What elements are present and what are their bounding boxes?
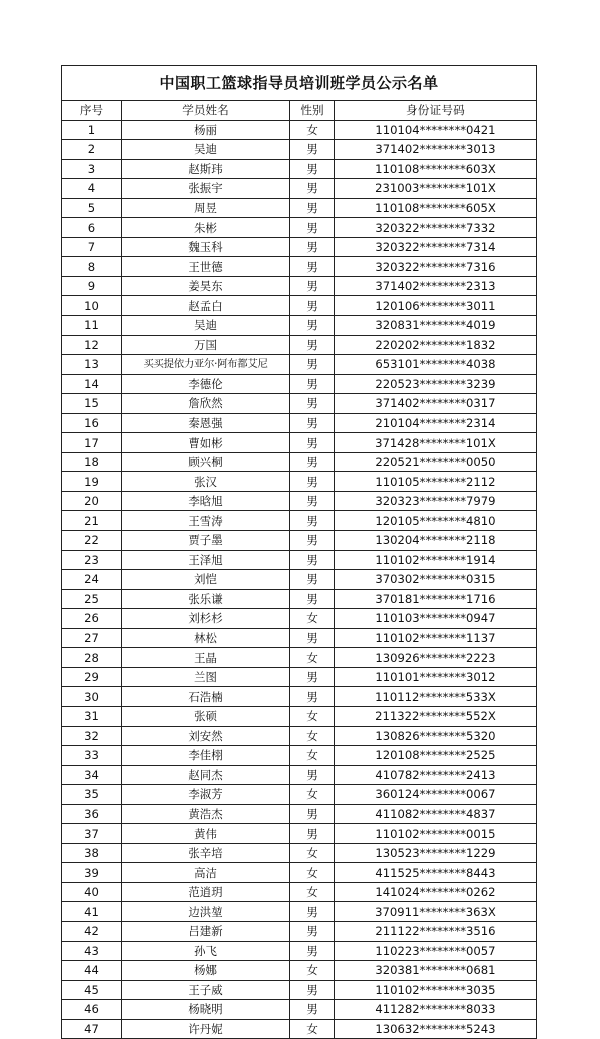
cell-id: 411082********4837 xyxy=(335,804,537,824)
cell-seq: 47 xyxy=(62,1019,122,1038)
table-row xyxy=(62,628,536,648)
cell-name: 李晗旭 xyxy=(122,491,290,511)
cell-name: 林松 xyxy=(122,628,290,648)
cell-gender: 男 xyxy=(290,667,335,687)
table-row xyxy=(62,159,536,179)
cell-name: 刘恺 xyxy=(122,570,290,590)
table-row xyxy=(62,843,536,863)
cell-seq: 30 xyxy=(62,687,122,707)
cell-gender: 男 xyxy=(290,237,335,257)
cell-name: 吴迪 xyxy=(122,140,290,160)
cell-gender: 女 xyxy=(290,863,335,883)
cell-gender: 男 xyxy=(290,628,335,648)
table-row xyxy=(62,550,536,570)
cell-seq: 6 xyxy=(62,218,122,238)
cell-seq: 35 xyxy=(62,785,122,805)
cell-name: 兰图 xyxy=(122,667,290,687)
cell-name: 刘安然 xyxy=(122,726,290,746)
cell-seq: 26 xyxy=(62,609,122,629)
cell-seq: 1 xyxy=(62,120,122,140)
roster-sheet xyxy=(61,65,537,1039)
cell-name: 边洪堃 xyxy=(122,902,290,922)
cell-name: 买买提依力亚尔·阿布都艾尼 xyxy=(122,355,290,375)
cell-gender: 男 xyxy=(290,921,335,941)
table-row xyxy=(62,882,536,902)
table-row xyxy=(62,237,536,257)
cell-seq: 41 xyxy=(62,902,122,922)
table-row xyxy=(62,961,536,981)
header-gender: 性别 xyxy=(290,101,335,120)
cell-seq: 25 xyxy=(62,589,122,609)
cell-seq: 40 xyxy=(62,882,122,902)
cell-name: 赵同杰 xyxy=(122,765,290,785)
cell-seq: 42 xyxy=(62,921,122,941)
cell-name: 刘杉杉 xyxy=(122,609,290,629)
cell-name: 杨丽 xyxy=(122,120,290,140)
cell-id: 110223********0057 xyxy=(335,941,537,961)
cell-name: 王世德 xyxy=(122,257,290,277)
table-row xyxy=(62,980,536,1000)
cell-name: 张硕 xyxy=(122,706,290,726)
header-row xyxy=(62,101,536,120)
cell-gender: 女 xyxy=(290,843,335,863)
cell-seq: 7 xyxy=(62,237,122,257)
table-row xyxy=(62,511,536,531)
cell-seq: 17 xyxy=(62,433,122,453)
cell-seq: 3 xyxy=(62,159,122,179)
table-row xyxy=(62,785,536,805)
cell-gender: 男 xyxy=(290,550,335,570)
cell-id: 370911********363X xyxy=(335,902,537,922)
cell-name: 孙飞 xyxy=(122,941,290,961)
cell-seq: 44 xyxy=(62,961,122,981)
table-row xyxy=(62,589,536,609)
table-row xyxy=(62,804,536,824)
cell-id: 370181********1716 xyxy=(335,589,537,609)
cell-name: 范逍玥 xyxy=(122,882,290,902)
cell-name: 高洁 xyxy=(122,863,290,883)
cell-name: 王泽旭 xyxy=(122,550,290,570)
cell-seq: 18 xyxy=(62,452,122,472)
table-row xyxy=(62,726,536,746)
cell-id: 211122********3516 xyxy=(335,921,537,941)
cell-gender: 男 xyxy=(290,824,335,844)
cell-name: 贾子墨 xyxy=(122,531,290,551)
table-row xyxy=(62,276,536,296)
cell-id: 371428********101X xyxy=(335,433,537,453)
header-seq: 序号 xyxy=(62,101,122,120)
cell-name: 石浩楠 xyxy=(122,687,290,707)
roster-table xyxy=(62,101,536,1038)
cell-name: 李淑芳 xyxy=(122,785,290,805)
cell-gender: 女 xyxy=(290,1019,335,1038)
cell-id: 130632********5243 xyxy=(375,1021,496,1036)
cell-name: 姜昊东 xyxy=(122,276,290,296)
cell-seq: 8 xyxy=(62,257,122,277)
cell-id: 110103********0947 xyxy=(335,609,537,629)
cell-id: 371402********3013 xyxy=(335,140,537,160)
cell-id: 130204********2118 xyxy=(335,531,537,551)
cell-id: 110102********0015 xyxy=(335,824,537,844)
cell-gender: 男 xyxy=(290,316,335,336)
cell-name: 吕建新 xyxy=(122,921,290,941)
cell-seq: 9 xyxy=(62,276,122,296)
header-name: 学员姓名 xyxy=(122,101,290,120)
table-row xyxy=(62,648,536,668)
cell-id: 360124********0067 xyxy=(335,785,537,805)
cell-name: 张乐谦 xyxy=(122,589,290,609)
cell-name: 赵斯玮 xyxy=(122,159,290,179)
cell-gender: 男 xyxy=(290,198,335,218)
cell-gender: 男 xyxy=(290,531,335,551)
cell-gender: 男 xyxy=(290,902,335,922)
cell-gender: 男 xyxy=(290,570,335,590)
cell-gender: 女 xyxy=(290,961,335,981)
cell-id: 411282********8033 xyxy=(335,1000,537,1020)
cell-id: 110112********533X xyxy=(335,687,537,707)
table-row xyxy=(62,198,536,218)
header-id: 身份证号码 xyxy=(335,101,537,120)
cell-gender: 男 xyxy=(290,491,335,511)
cell-name: 朱彬 xyxy=(122,218,290,238)
cell-id: 110104********0421 xyxy=(335,120,537,140)
cell-seq: 20 xyxy=(62,491,122,511)
table-row xyxy=(62,120,536,140)
cell-id: 371402********2313 xyxy=(335,276,537,296)
cell-gender: 男 xyxy=(290,511,335,531)
table-row xyxy=(62,316,536,336)
cell-gender: 男 xyxy=(290,218,335,238)
table-row xyxy=(62,218,536,238)
table-row xyxy=(62,296,536,316)
cell-name: 王子威 xyxy=(122,980,290,1000)
table-row xyxy=(62,257,536,277)
table-row xyxy=(62,1000,536,1020)
table-row xyxy=(62,921,536,941)
table-row xyxy=(62,355,536,375)
cell-id: 110101********3012 xyxy=(335,667,537,687)
cell-seq: 14 xyxy=(62,374,122,394)
cell-id: 120105********4810 xyxy=(335,511,537,531)
cell-seq: 21 xyxy=(62,511,122,531)
cell-seq: 23 xyxy=(62,550,122,570)
cell-seq: 36 xyxy=(62,804,122,824)
cell-seq: 15 xyxy=(62,394,122,414)
cell-name: 王晶 xyxy=(122,648,290,668)
table-row xyxy=(62,609,536,629)
cell-seq: 34 xyxy=(62,765,122,785)
table-row xyxy=(62,452,536,472)
cell-gender: 男 xyxy=(290,374,335,394)
cell-seq: 22 xyxy=(62,531,122,551)
cell-id: 110102********1137 xyxy=(335,628,537,648)
cell-gender: 女 xyxy=(290,882,335,902)
cell-name: 黄伟 xyxy=(122,824,290,844)
cell-id: 320831********4019 xyxy=(335,316,537,336)
cell-id: 320322********7316 xyxy=(335,257,537,277)
cell-seq: 45 xyxy=(62,980,122,1000)
table-row xyxy=(62,1019,536,1038)
table-row xyxy=(62,824,536,844)
cell-id: 110102********1914 xyxy=(335,550,537,570)
cell-id: 410782********2413 xyxy=(335,765,537,785)
cell-id: 653101********4038 xyxy=(335,355,537,375)
cell-seq: 13 xyxy=(62,355,122,375)
cell-id: 370302********0315 xyxy=(335,570,537,590)
cell-seq: 24 xyxy=(62,570,122,590)
cell-id: 141024********0262 xyxy=(335,882,537,902)
cell-id: 120108********2525 xyxy=(335,746,537,766)
table-row xyxy=(62,765,536,785)
cell-seq: 28 xyxy=(62,648,122,668)
cell-id: 320322********7332 xyxy=(335,218,537,238)
table-row xyxy=(62,491,536,511)
cell-gender: 男 xyxy=(290,941,335,961)
table-row xyxy=(62,531,536,551)
cell-seq: 12 xyxy=(62,335,122,355)
cell-gender: 男 xyxy=(290,159,335,179)
cell-name: 秦恩强 xyxy=(122,413,290,433)
cell-seq: 46 xyxy=(62,1000,122,1020)
cell-gender: 男 xyxy=(290,687,335,707)
cell-name: 魏玉科 xyxy=(122,237,290,257)
cell-seq: 16 xyxy=(62,413,122,433)
cell-gender: 男 xyxy=(290,335,335,355)
cell-id: 320381********0681 xyxy=(335,961,537,981)
roster-body xyxy=(62,120,536,1038)
cell-name: 杨晓明 xyxy=(122,1000,290,1020)
cell-seq: 43 xyxy=(62,941,122,961)
cell-id: 320322********7314 xyxy=(335,237,537,257)
cell-id: 110108********603X xyxy=(335,159,537,179)
cell-name: 王雪涛 xyxy=(122,511,290,531)
cell-gender: 男 xyxy=(290,765,335,785)
cell-name: 李德伦 xyxy=(122,374,290,394)
table-row xyxy=(62,374,536,394)
cell-name: 黄浩杰 xyxy=(122,804,290,824)
cell-gender: 男 xyxy=(290,433,335,453)
cell-seq: 29 xyxy=(62,667,122,687)
table-row xyxy=(62,863,536,883)
cell-seq: 38 xyxy=(62,843,122,863)
table-row xyxy=(62,394,536,414)
cell-name: 张振宇 xyxy=(122,179,290,199)
table-row xyxy=(62,941,536,961)
cell-seq: 37 xyxy=(62,824,122,844)
cell-id: 220521********0050 xyxy=(335,452,537,472)
cell-id: 231003********101X xyxy=(335,179,537,199)
cell-id: 130826********5320 xyxy=(335,726,537,746)
table-row xyxy=(62,472,536,492)
table-row xyxy=(62,746,536,766)
cell-gender: 男 xyxy=(290,276,335,296)
table-row xyxy=(62,335,536,355)
cell-seq: 10 xyxy=(62,296,122,316)
cell-seq: 31 xyxy=(62,706,122,726)
cell-name: 周昱 xyxy=(122,198,290,218)
cell-name: 万国 xyxy=(122,335,290,355)
cell-name: 许丹妮 xyxy=(122,1019,290,1038)
cell-id: 220202********1832 xyxy=(335,335,537,355)
cell-gender: 女 xyxy=(290,120,335,140)
cell-id: 110108********605X xyxy=(335,198,537,218)
cell-id: 320323********7979 xyxy=(335,491,537,511)
table-row xyxy=(62,687,536,707)
cell-id: 371402********0317 xyxy=(335,394,537,414)
cell-id: 110105********2112 xyxy=(335,472,537,492)
cell-name: 张汉 xyxy=(122,472,290,492)
cell-gender: 男 xyxy=(290,140,335,160)
cell-seq: 33 xyxy=(62,746,122,766)
cell-id: 130926********2223 xyxy=(335,648,537,668)
cell-seq: 4 xyxy=(62,179,122,199)
cell-gender: 女 xyxy=(290,746,335,766)
cell-id: 130523********1229 xyxy=(335,843,537,863)
cell-seq: 11 xyxy=(62,316,122,336)
cell-name: 曹如彬 xyxy=(122,433,290,453)
cell-gender: 男 xyxy=(290,1000,335,1020)
cell-gender: 男 xyxy=(290,589,335,609)
cell-gender: 男 xyxy=(290,394,335,414)
page-title: 中国职工篮球指导员培训班学员公示名单 xyxy=(62,66,536,101)
cell-seq: 27 xyxy=(62,628,122,648)
table-row xyxy=(62,570,536,590)
table-row xyxy=(62,706,536,726)
cell-name: 李佳栩 xyxy=(122,746,290,766)
cell-name: 吴迪 xyxy=(122,316,290,336)
table-row xyxy=(62,413,536,433)
cell-id: 120106********3011 xyxy=(335,296,537,316)
cell-gender: 女 xyxy=(290,785,335,805)
cell-gender: 男 xyxy=(290,296,335,316)
cell-seq: 39 xyxy=(62,863,122,883)
cell-gender: 男 xyxy=(290,980,335,1000)
cell-id: 210104********2314 xyxy=(335,413,537,433)
table-row xyxy=(62,667,536,687)
cell-name: 詹欣然 xyxy=(122,394,290,414)
cell-name: 杨娜 xyxy=(122,961,290,981)
cell-name: 张辛培 xyxy=(122,843,290,863)
cell-gender: 男 xyxy=(290,257,335,277)
cell-id: 411525********8443 xyxy=(335,863,537,883)
cell-id: 211322********552X xyxy=(335,706,537,726)
cell-gender: 女 xyxy=(290,726,335,746)
cell-seq: 2 xyxy=(62,140,122,160)
cell-name: 顾兴桐 xyxy=(122,452,290,472)
cell-id: 220523********3239 xyxy=(335,374,537,394)
cell-gender: 女 xyxy=(290,706,335,726)
cell-gender: 男 xyxy=(290,452,335,472)
cell-gender: 女 xyxy=(290,609,335,629)
table-row xyxy=(62,433,536,453)
cell-seq: 32 xyxy=(62,726,122,746)
cell-gender: 女 xyxy=(290,648,335,668)
table-row xyxy=(62,902,536,922)
cell-gender: 男 xyxy=(290,355,335,375)
cell-name: 赵孟白 xyxy=(122,296,290,316)
cell-seq: 19 xyxy=(62,472,122,492)
cell-gender: 男 xyxy=(290,804,335,824)
cell-gender: 男 xyxy=(290,413,335,433)
cell-gender: 男 xyxy=(290,472,335,492)
cell-seq: 5 xyxy=(62,198,122,218)
cell-id: 110102********3035 xyxy=(335,980,537,1000)
table-row xyxy=(62,140,536,160)
table-row xyxy=(62,179,536,199)
cell-gender: 男 xyxy=(290,179,335,199)
